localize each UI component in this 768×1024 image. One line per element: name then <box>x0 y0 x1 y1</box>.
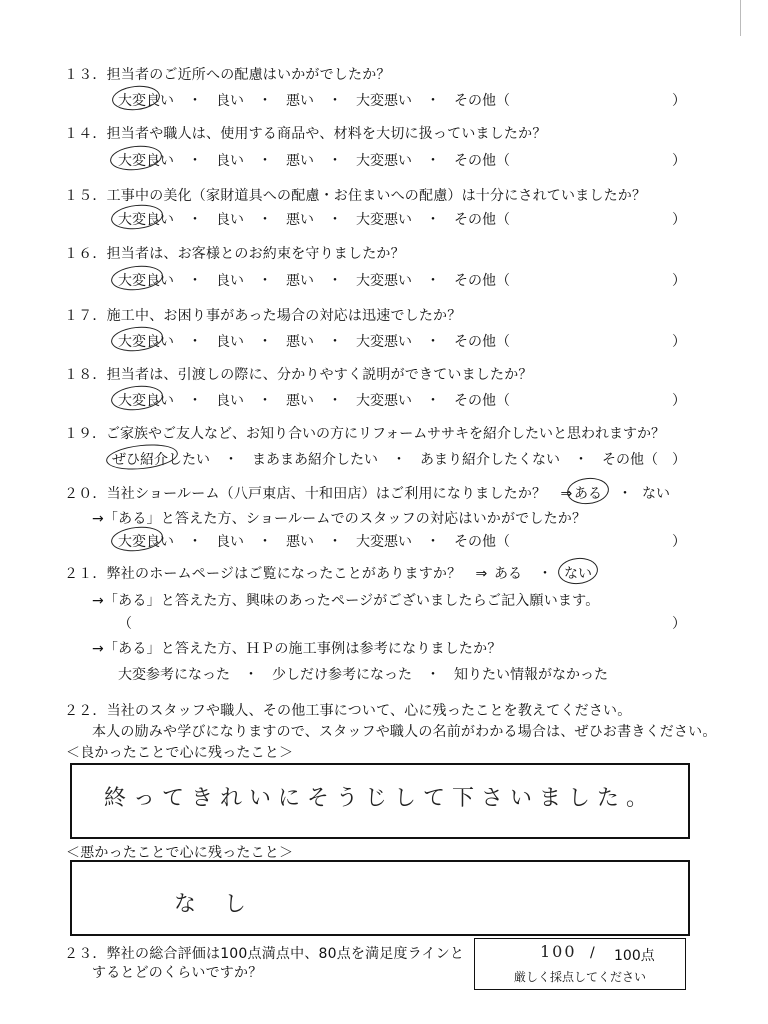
question-14: １４．担当者や職人は、使用する商品や、材料を大切に扱っていましたか？ <box>64 126 547 142</box>
question-22: ２２．当社のスタッフや職人、その他工事について、心に残ったことを教えてください。 <box>64 703 632 719</box>
good-label: ＜良かったことで心に残ったこと＞ <box>66 745 294 761</box>
q13-close: ） <box>672 93 686 109</box>
score-max: 100点 <box>614 948 655 964</box>
q13-options: 大変良い ・ 良い ・ 悪い ・ 大変悪い ・ その他（ <box>118 93 510 109</box>
q21-paren-close: ） <box>672 616 686 632</box>
q20-sep: ・ <box>618 486 632 502</box>
q20-no: ない <box>642 486 670 502</box>
q21-followup-2: →「ある」と答えた方、ＨＰの施工事例は参考になりましたか？ <box>92 641 502 657</box>
question-21: ２１．弊社のホームページはご覧になったことがありますか？ ⇒ <box>64 566 488 582</box>
score-slash: / <box>590 945 595 961</box>
edge-mark <box>740 0 741 36</box>
question-20: ２０．当社ショールーム（八戸東店、十和田店）はご利用になりましたか？ ⇒ <box>64 486 573 502</box>
q15-close: ） <box>672 212 686 228</box>
question-13: １３．担当者のご近所への配慮はいかがでしたか？ <box>64 67 391 83</box>
question-16: １６．担当者は、お客様とのお約束を守りましたか？ <box>64 246 405 262</box>
score-note: 厳しく採点してください <box>514 970 647 984</box>
question-23-line2: するとどのくらいですか？ <box>92 965 263 981</box>
q19-close: ） <box>672 452 686 468</box>
q17-close: ） <box>672 334 686 350</box>
q15-options: 大変良い ・ 良い ・ 悪い ・ 大変悪い ・ その他（ <box>118 212 510 228</box>
q21-options: 大変参考になった ・ 少しだけ参考になった ・ 知りたい情報がなかった <box>118 667 608 683</box>
question-15: １５．工事中の美化（家財道具への配慮・お住まいへの配慮）は十分にされていましたか？ <box>64 188 647 204</box>
question-22-sub: 本人の励みや学びになりますので、スタッフや職人の名前がわかる場合は、ぜひお書きください。 <box>92 724 717 740</box>
question-23-line1: ２３．弊社の総合評価は100点満点中、80点を満足度ラインと <box>64 946 465 962</box>
q20-close: ） <box>672 534 686 550</box>
q16-options: 大変良い ・ 良い ・ 悪い ・ 大変悪い ・ その他（ <box>118 273 510 289</box>
bad-answer: なし <box>174 892 275 917</box>
question-17: １７．施工中、お困り事があった場合の対応は迅速でしたか？ <box>64 308 462 324</box>
q21-yes: ある <box>494 566 522 582</box>
question-19: １９．ご家族やご友人など、お知り合いの方にリフォームササキを紹介したいと思われますか？ <box>64 426 666 442</box>
q18-close: ） <box>672 393 686 409</box>
q21-no: ない <box>564 566 592 582</box>
q20-followup: →「ある」と答えた方、ショールームでのスタッフの対応はいかがでしたか？ <box>92 511 587 527</box>
q19-options: ぜひ紹介したい ・ まあまあ紹介したい ・ あまり紹介したくない ・ その他（ <box>112 452 658 468</box>
q14-options: 大変良い ・ 良い ・ 悪い ・ 大変悪い ・ その他（ <box>118 153 510 169</box>
q16-close: ） <box>672 273 686 289</box>
q21-followup-1: →「ある」と答えた方、興味のあったページがございましたらご記入願います。 <box>92 593 600 609</box>
q17-options: 大変良い ・ 良い ・ 悪い ・ 大変悪い ・ その他（ <box>118 334 510 350</box>
q14-close: ） <box>672 153 686 169</box>
score-value: 100 <box>540 942 577 961</box>
q20-options: 大変良い ・ 良い ・ 悪い ・ 大変悪い ・ その他（ <box>118 534 510 550</box>
q20-yes: ある <box>574 486 602 502</box>
q21-sep: ・ <box>538 566 552 582</box>
bad-label: ＜悪かったことで心に残ったこと＞ <box>66 845 294 861</box>
good-answer: 終ってきれいにそうじして下さいました。 <box>104 786 656 811</box>
q18-options: 大変良い ・ 良い ・ 悪い ・ 大変悪い ・ その他（ <box>118 393 510 409</box>
question-18: １８．担当者は、引渡しの際に、分かりやすく説明ができていましたか？ <box>64 367 533 383</box>
q20-yes-circle <box>566 476 610 506</box>
bad-answer-box <box>70 860 690 936</box>
q21-paren-open: （ <box>118 616 132 632</box>
